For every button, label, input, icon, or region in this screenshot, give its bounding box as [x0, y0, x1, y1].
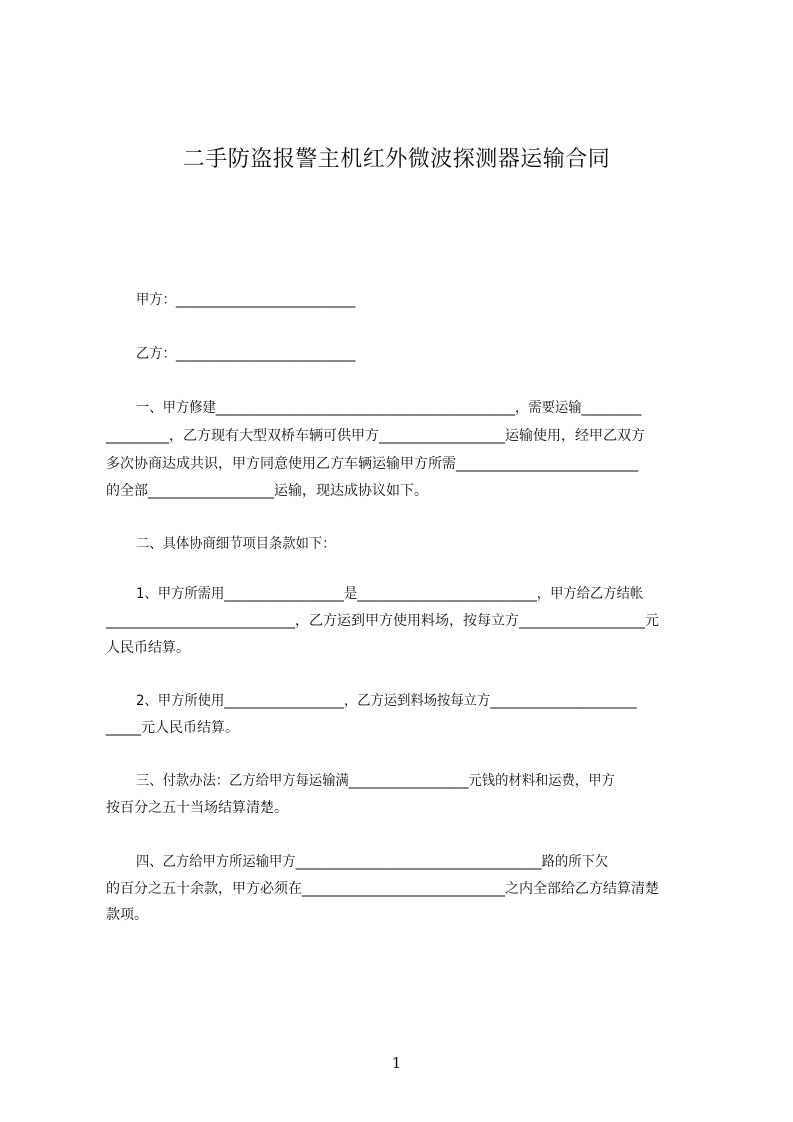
- clause-3-line-1: 三、付款办法：乙方给甲方每运输满__________________元钱的材料和运费，甲方: [136, 773, 615, 789]
- clause-1-line-1: 一、甲方修建_____________________________________________，需要运输_________: [136, 400, 642, 416]
- clause-2-heading: 二、具体协商细节项目条款如下：: [136, 536, 336, 552]
- item-1-line-1: 1、甲方所需用__________________是___________________________，甲方给乙方结帐: [136, 586, 644, 602]
- page-number: 1: [391, 1054, 402, 1072]
- clause-4-line-3: 款项。: [106, 907, 148, 923]
- clause-1-line-3: 多次协商达成共识，甲方同意使用乙方车辆运输甲方所需__________________________: [106, 456, 638, 472]
- document-title: 二手防盗报警主机红外微波探测器运输合同: [182, 147, 611, 172]
- item-1-line-3: 人民币结算。: [106, 640, 190, 656]
- party-b-line: 乙方：___________________________: [136, 346, 356, 362]
- item-2-line-1: 2、甲方所使用__________________，乙方运到料场按每立方______________________: [136, 693, 637, 709]
- party-a-line: 甲方：___________________________: [136, 292, 356, 308]
- clause-4-line-1: 四、乙方给甲方所运输甲方_____________________________________路的所下欠: [136, 854, 609, 870]
- clause-3-line-2: 按百分之五十当场结算清楚。: [106, 800, 288, 816]
- item-1-line-2: ___________________________，乙方运到甲方使用料场，按每立方__________________元: [106, 613, 659, 629]
- clause-4-line-2: 的百分之五十余款，甲方必须在_____________________________之内全部给乙方结算清楚: [106, 881, 659, 897]
- clause-1-line-4: 的全部__________________运输，现达成协议如下。: [106, 483, 428, 499]
- clause-1-line-2: _________，乙方现有大型双桥车辆可供甲方__________________运输使用，经甲乙双方: [106, 428, 645, 444]
- item-2-line-2: _____元人民币结算。: [106, 720, 239, 736]
